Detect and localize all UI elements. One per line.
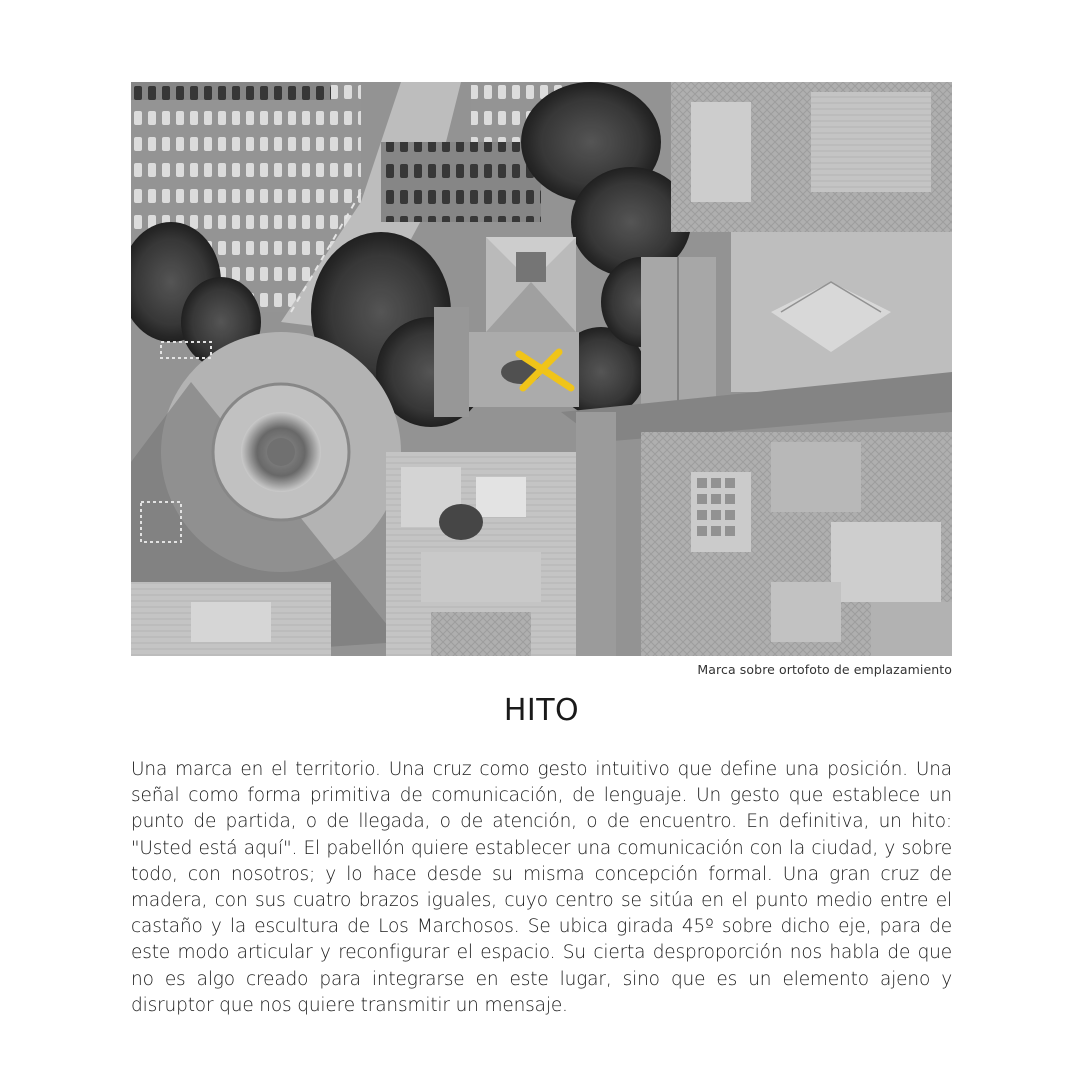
page-title: HITO	[503, 693, 580, 728]
photo-caption: Marca sobre ortofoto de emplazamiento	[697, 662, 952, 677]
body-paragraph: Una marca en el territorio. Una cruz como gesto intuitivo que define una posición. Una señal como forma primitiva de comunicación, de lenguaje. Un gesto que establece un punto de partida, o de llegada, o de atención, o de encuentro. En definitiva, un hito: "Usted está aquí". El pabellón quiere establecer una comunicación con la ciudad, y sobre todo, con nosotros; y lo hace desde su misma concepción formal. Una gran cruz de madera, con sus cuatro brazos iguales, cuyo centro se sitúa en el punto medio entre el castaño y la escultura de Los Marchosos. Se ubica girada 45º sobre dicho eje, para de este modo articular y reconfigurar el espacio. Su cierta desproporción nos habla de que no es algo creado para integrarse en este lugar, sino que es un elemento ajeno y disruptor que nos quiere transmitir un mensaje.	[131, 759, 952, 1016]
aerial-orthophoto	[131, 82, 952, 656]
orthophoto-drawing	[131, 82, 952, 656]
